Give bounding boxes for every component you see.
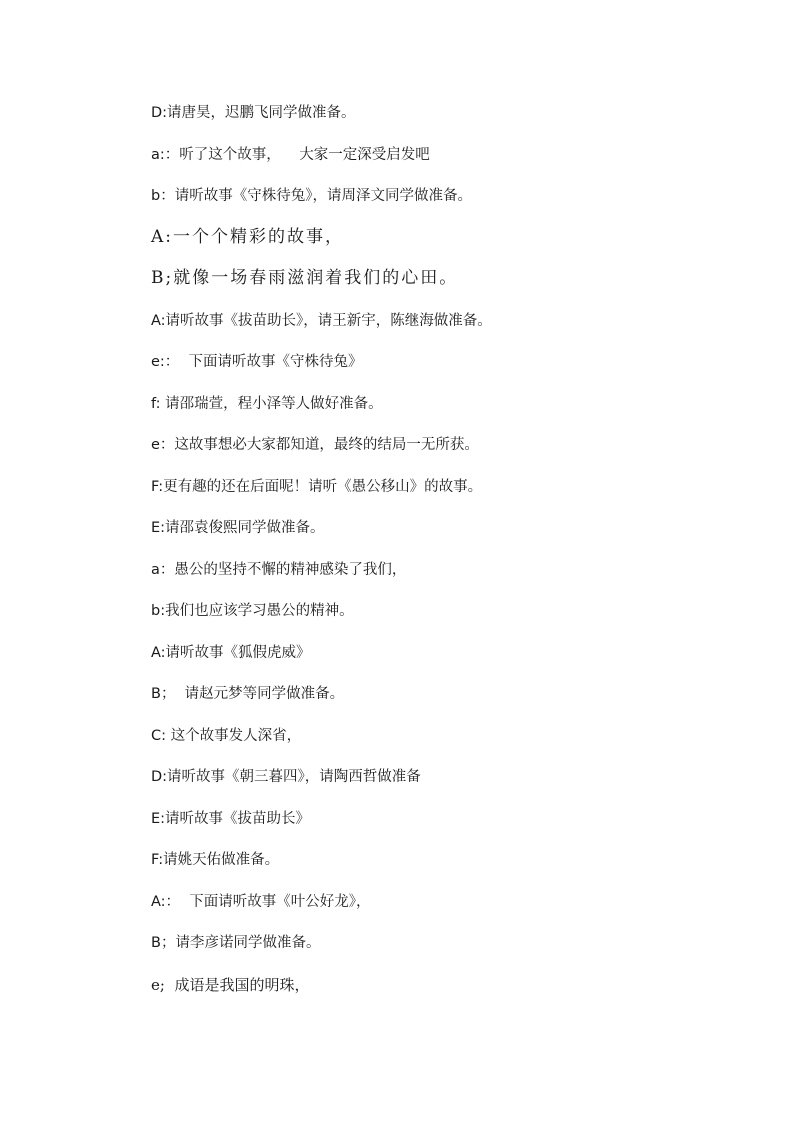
- text-line: A:请听故事《狐假虎威》: [151, 645, 311, 661]
- text-line: B； 请赵元梦等同学做准备。: [151, 686, 345, 702]
- text-line: C: 这个故事发人深省，: [151, 728, 302, 744]
- text-line: e:： 下面请听故事《守株待兔》: [151, 354, 363, 370]
- text-line: a:：听了这个故事， 大家一定深受启发吧: [151, 147, 430, 163]
- text-line: B;就像一场春雨滋润着我们的心田。: [151, 268, 459, 288]
- text-line: b:我们也应该学习愚公的精神。: [151, 603, 354, 619]
- text-line: A:一个个精彩的故事，: [151, 227, 345, 247]
- text-line: a：愚公的坚持不懈的精神感染了我们，: [151, 562, 407, 578]
- text-line: D:请唐昊，迟鹏飞同学做准备。: [151, 105, 356, 121]
- text-line: e; 成语是我国的明珠，: [151, 976, 310, 994]
- text-line: A:： 下面请听故事《叶公好龙》，: [151, 894, 371, 910]
- text-line: f: 请邵瑞萱，程小泽等人做好准备。: [151, 396, 383, 412]
- text-line: F:请姚天佑做准备。: [151, 852, 280, 868]
- text-line: B；请李彦诺同学做准备。: [151, 935, 321, 951]
- text-line: D:请听故事《朝三暮四》，请陶西哲做准备: [151, 769, 421, 785]
- text-line: b：请听故事《守株待兔》，请周泽文同学做准备。: [151, 188, 472, 204]
- text-line: F:更有趣的还在后面呢！请听《愚公移山》的故事。: [151, 479, 483, 495]
- text-line: e：这故事想必大家都知道，最终的结局一无所获。: [151, 437, 479, 453]
- text-line: E:请听故事《拔苗助长》: [151, 811, 311, 827]
- text-line: E:请邵袁俊熙同学做准备。: [151, 520, 325, 536]
- text-line: A:请听故事《拔苗助长》，请王新宇，陈继海做准备。: [151, 313, 492, 329]
